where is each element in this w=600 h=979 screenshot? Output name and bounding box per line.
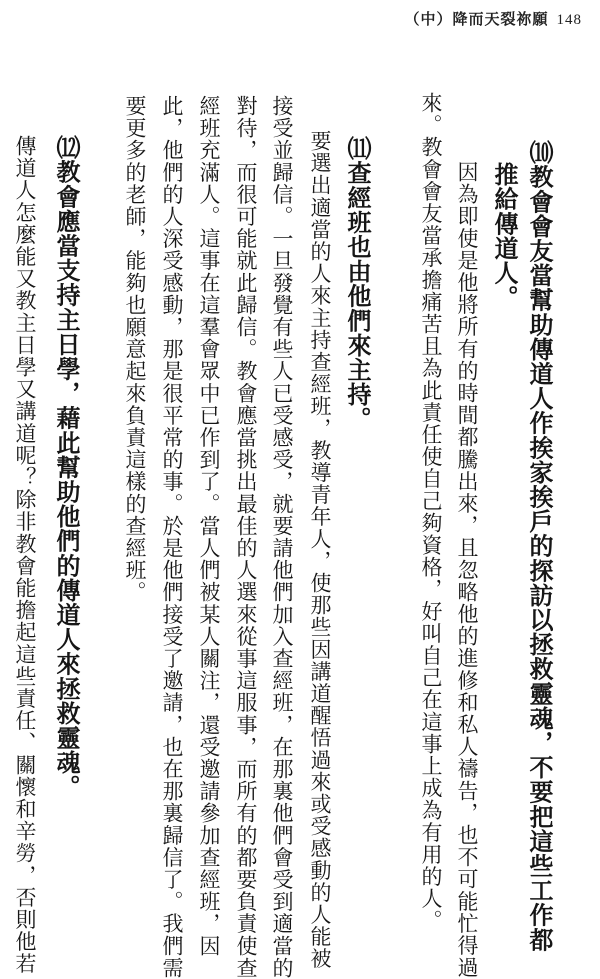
- paragraph-line: 要更多的老師，能夠也願意起來負責這樣的查經班。: [123, 95, 147, 604]
- paragraph-line: 傳道人怎麼能又教主日學又講道呢？除非教會能擔起這些責任、關懷和辛勞，否則他若: [13, 135, 37, 975]
- page-number: 148: [556, 12, 582, 28]
- paragraph-line: 要選出適當的人來主持查經班，教導青年人，使那些因講道醒悟過來或受感動的人能被: [308, 130, 332, 970]
- heading-10-line-2: 推給傳道人。: [490, 162, 518, 310]
- paragraph-line: 此，他們的人深受感動，那是很平常的事。於是他們接受了邀請，也在那裏歸信了。我們需: [160, 95, 184, 979]
- running-header: [404, 8, 582, 29]
- paragraph-line: 因為即使是他將所有的時間都騰出來，且忽略他的進修和私人禱告，也不可能忙得過: [455, 161, 479, 979]
- paragraph-line: 來。教會會友當承擔痛苦且為此責任使自己夠資格，好叫自己在這事上成為有用的人。: [419, 92, 443, 932]
- heading-11: ⑾查經班也由他們來主持。: [343, 136, 371, 432]
- paragraph-line: 經班充滿人。這事在這羣會眾中已作到了。當人們被某人關注，還受邀請參加查經班，因: [197, 95, 221, 957]
- paragraph-line: 對待，而很可能就此歸信。教會應當挑出最佳的人選來從事這服事，而所有的都要負責使查: [234, 95, 258, 979]
- heading-12: ⑿教會應當支持主日學，藉此幫助他們的傳道人來拯救靈魂。: [52, 135, 80, 800]
- chapter-title: （中）降而天裂祢願: [404, 10, 549, 28]
- heading-10-line-1: ⑽教會會友當幫助傳道人作挨家挨戶的探訪以拯救靈魂，不要把這些工作都: [525, 140, 553, 952]
- paragraph-line: 接受並歸信。一旦發覺有些人已受感受，就要請他們加入查經班，在那裏他們會受到適當的: [270, 95, 294, 979]
